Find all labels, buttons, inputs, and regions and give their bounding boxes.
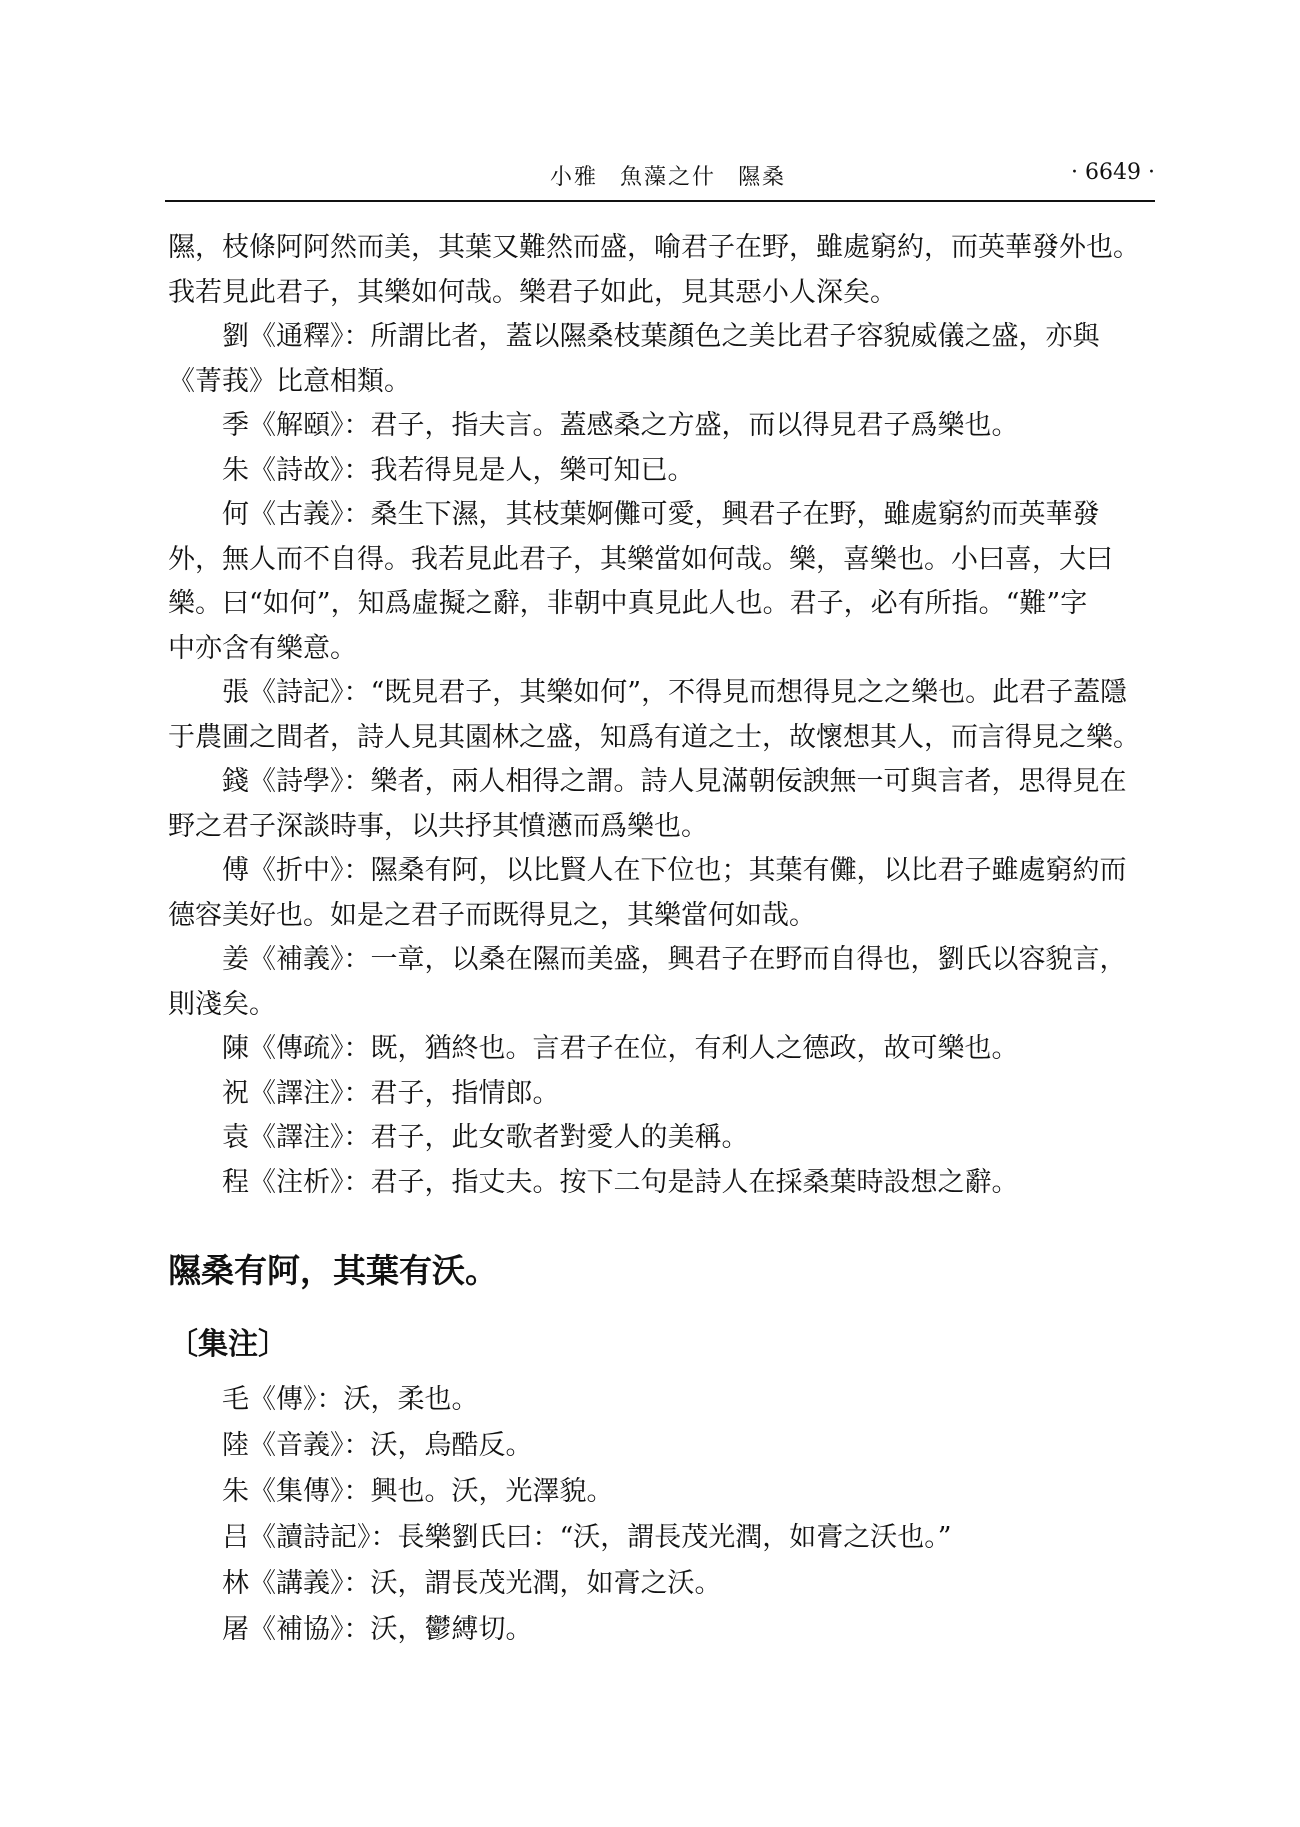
commentary-line: 姜《補義》：一章，以桑在隰而美盛，興君子在野而自得也，劉氏以容貌言， [222,944,1127,975]
commentary-line: 劉《通釋》：所謂比者，蓋以隰桑枝葉顏色之美比君子容貌威儀之盛，亦與 [222,321,1100,352]
notes-block [168,1377,1153,1653]
page-number: · 6649 · [1071,160,1155,185]
section-label: 〔集注〕 [168,1327,288,1362]
page-body [168,226,1153,1653]
note-line: 朱《集傳》：興也。沃，光澤貌。 [222,1476,614,1507]
verse-heading: 隰桑有阿，其葉有沃。 [168,1251,498,1290]
header-part-1: 小雅 [550,165,599,190]
commentary-line: 朱《詩故》：我若得見是人，樂可知已。 [222,454,695,486]
commentary-line: 隰，枝條阿阿然而美，其葉又難然而盛，喻君子在野，雖處窮約，而英華發外也。 [168,232,1140,263]
commentary-line: 季《解頤》：君子，指夫言。蓋感桑之方盛，而以得見君子爲樂也。 [222,410,1019,441]
commentary-line: 外，無人而不自得。我若見此君子，其樂當如何哉。樂，喜樂也。小曰喜，大曰 [168,543,1113,575]
commentary-line: 祝《譯注》：君子，指情郎。 [222,1077,560,1109]
note-line: 毛《傳》：沃，柔也。 [222,1384,479,1415]
commentary-block [168,226,1153,1205]
header-part-2: 魚藻之什 [620,165,717,190]
commentary-line: 我若見此君子，其樂如何哉。樂君子如此，見其惡小人深矣。 [168,276,897,308]
commentary-line: 于農圃之間者，詩人見其園林之盛，知爲有道之士，故懷想其人，而言得見之樂。 [168,721,1140,753]
note-line: 吕《讀詩記》：長樂劉氏曰：“沃，謂長茂光潤，如膏之沃也。” [222,1522,952,1553]
commentary-line: 張《詩記》：“既見君子，其樂如何”，不得見而想得見之之樂也。此君子蓋隱 [222,677,1128,708]
commentary-line: 《菁莪》比意相類。 [168,365,411,397]
commentary-line: 陳《傳疏》：既，猶終也。言君子在位，有利人之德政，故可樂也。 [222,1033,1019,1064]
commentary-line: 則淺矣。 [168,988,276,1020]
commentary-line: 程《注析》：君子，指丈夫。按下二句是詩人在採桑葉時設想之辭。 [222,1166,1019,1198]
commentary-line: 樂。曰“如何”，知爲虛擬之辭，非朝中真見此人也。君子，必有所指。“難”字 [168,588,1088,619]
commentary-line: 何《古義》：桑生下濕，其枝葉婀儺可愛，興君子在野，雖處窮約而英華發 [222,499,1100,530]
note-line: 陸《音義》：沃，烏酷反。 [222,1430,533,1461]
commentary-line: 德容美好也。如是之君子而既得見之，其樂當何如哉。 [168,899,816,931]
running-title [550,160,786,191]
note-line: 屠《補協》：沃，鬱縛切。 [222,1614,533,1645]
header-rule [165,200,1155,202]
commentary-line: 袁《譯注》：君子，此女歌者對愛人的美稱。 [222,1122,749,1153]
note-line: 林《講義》：沃，謂長茂光潤，如膏之沃。 [222,1568,722,1599]
commentary-line: 中亦含有樂意。 [168,632,357,664]
commentary-line: 錢《詩學》：樂者，兩人相得之謂。詩人見滿朝佞諛無一可與言者，思得見在 [222,766,1127,797]
header-part-3: 隰桑 [738,165,787,190]
commentary-line: 野之君子深談時事，以共抒其憤懣而爲樂也。 [168,810,708,842]
running-header [165,160,1155,204]
commentary-line: 傅《折中》：隰桑有阿，以比賢人在下位也；其葉有儺，以比君子雖處窮約而 [222,855,1127,886]
